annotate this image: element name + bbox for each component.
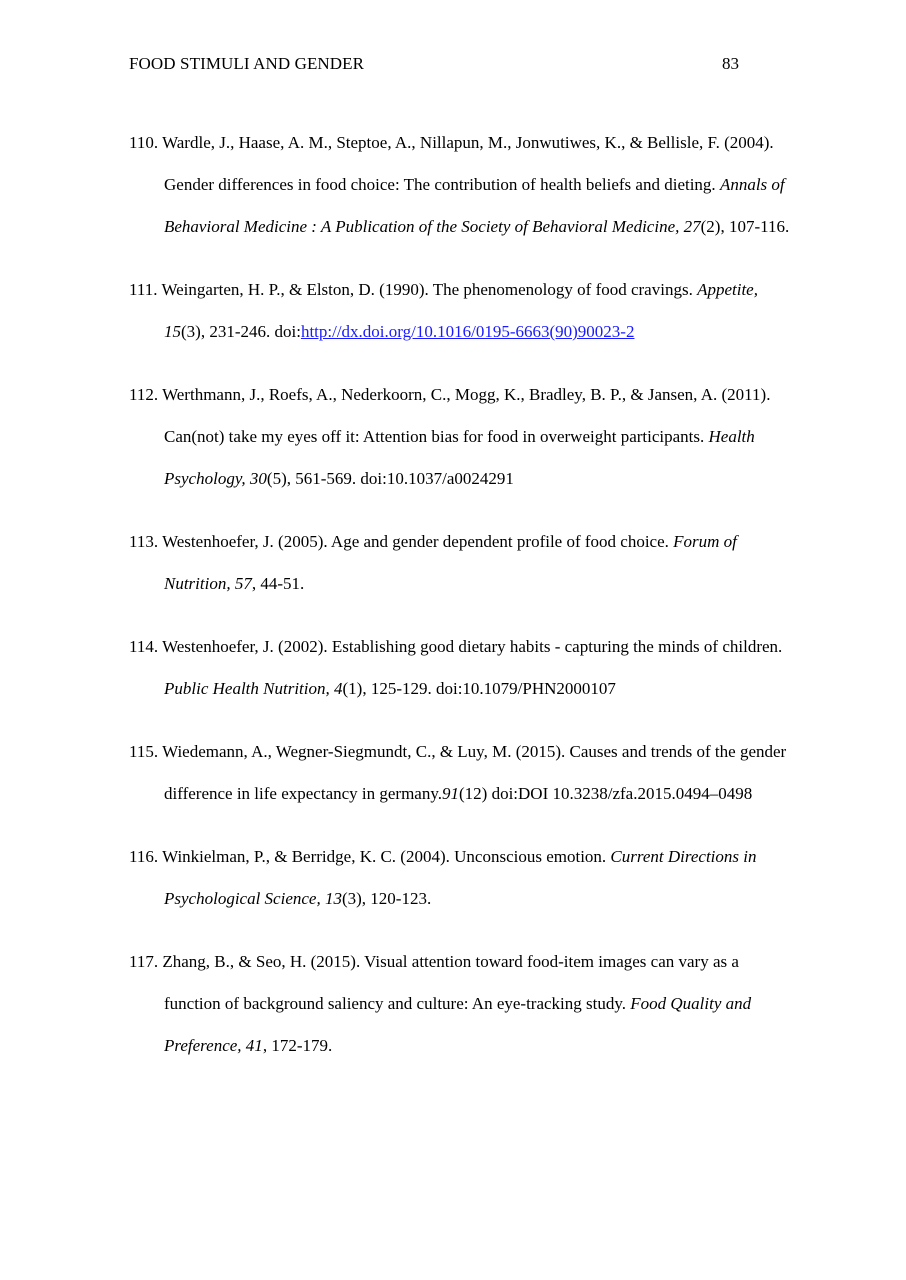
doi-link[interactable]: http://dx.doi.org/10.1016/0195-6663(90)90023-2 [300, 322, 635, 341]
reference-number: 116. [129, 847, 159, 866]
reference-number: 111. [129, 280, 158, 299]
reference-authors: Westenhoefer, J. (2005). Age and gender dependent profile of food choice. [162, 532, 674, 551]
reference-number: 117. [129, 952, 159, 971]
reference-entry [129, 731, 797, 815]
running-head: FOOD STIMULI AND GENDER [129, 54, 365, 73]
reference-number: 113. [129, 532, 159, 551]
reference-journal: Appetite, 15 [164, 280, 758, 341]
reference-entry [129, 122, 797, 248]
reference-journal: Forum of Nutrition, 57 [164, 532, 737, 593]
reference-entry [129, 374, 797, 500]
reference-journal: Annals of Behavioral Medicine : A Publication of the Society of Behavioral Medicine, 27 [164, 175, 785, 236]
reference-authors: Wiedemann, A., Wegner-Siegmundt, C., & Luy, M. (2015). Causes and trends of the gender difference in life expectancy in germany. [162, 742, 787, 803]
reference-number: 115. [129, 742, 159, 761]
reference-details: , 172-179. [262, 1036, 333, 1055]
reference-journal: Public Health Nutrition, 4 [164, 679, 343, 698]
reference-journal: Food Quality and Preference, 41 [164, 994, 752, 1055]
page-number: 83 [722, 54, 739, 73]
reference-number: 110. [129, 133, 159, 152]
reference-entry [129, 521, 797, 605]
reference-details: (12) doi:DOI 10.3238/zfa.2015.0494–0498 [459, 784, 753, 803]
reference-authors: Winkielman, P., & Berridge, K. C. (2004). Unconscious emotion. [162, 847, 611, 866]
reference-details: (1), 125-129. doi:10.1079/PHN2000107 [342, 679, 616, 698]
reference-entry [129, 836, 797, 920]
reference-authors: Werthmann, J., Roefs, A., Nederkoorn, C., Mogg, K., Bradley, B. P., & Jansen, A. (2011). Can(not) take my eyes off it: Attention bias for food in overweight participants. [162, 385, 771, 446]
reference-details: (2), 107-116. [700, 217, 790, 236]
reference-authors: Wardle, J., Haase, A. M., Steptoe, A., Nillapun, M., Jonwutiwes, K., & Bellisle, F. (2004). Gender differences in food choice: The contribution of health beliefs and dieting. [162, 133, 774, 194]
reference-authors: Weingarten, H. P., & Elston, D. (1990). The phenomenology of food cravings. [161, 280, 698, 299]
reference-details: , 44-51. [251, 574, 305, 593]
reference-entry [129, 941, 797, 1067]
reference-list [129, 122, 797, 1088]
reference-details: (3), 120-123. [341, 889, 432, 908]
reference-authors: Zhang, B., & Seo, H. (2015). Visual attention toward food-item images can vary as a function of background saliency and culture: An eye-tracking study. [162, 952, 739, 1013]
reference-number: 112. [129, 385, 159, 404]
reference-details: (5), 561-569. doi:10.1037/a0024291 [266, 469, 514, 488]
reference-journal: 91 [442, 784, 460, 803]
reference-journal: Health Psychology, 30 [164, 427, 755, 488]
reference-entry [129, 626, 797, 710]
reference-authors: Westenhoefer, J. (2002). Establishing good dietary habits - capturing the minds of children. [162, 637, 783, 656]
reference-journal: Current Directions in Psychological Science, 13 [164, 847, 757, 908]
reference-details: (3), 231-246. doi: [181, 322, 301, 341]
reference-number: 114. [129, 637, 159, 656]
reference-entry [129, 269, 797, 353]
